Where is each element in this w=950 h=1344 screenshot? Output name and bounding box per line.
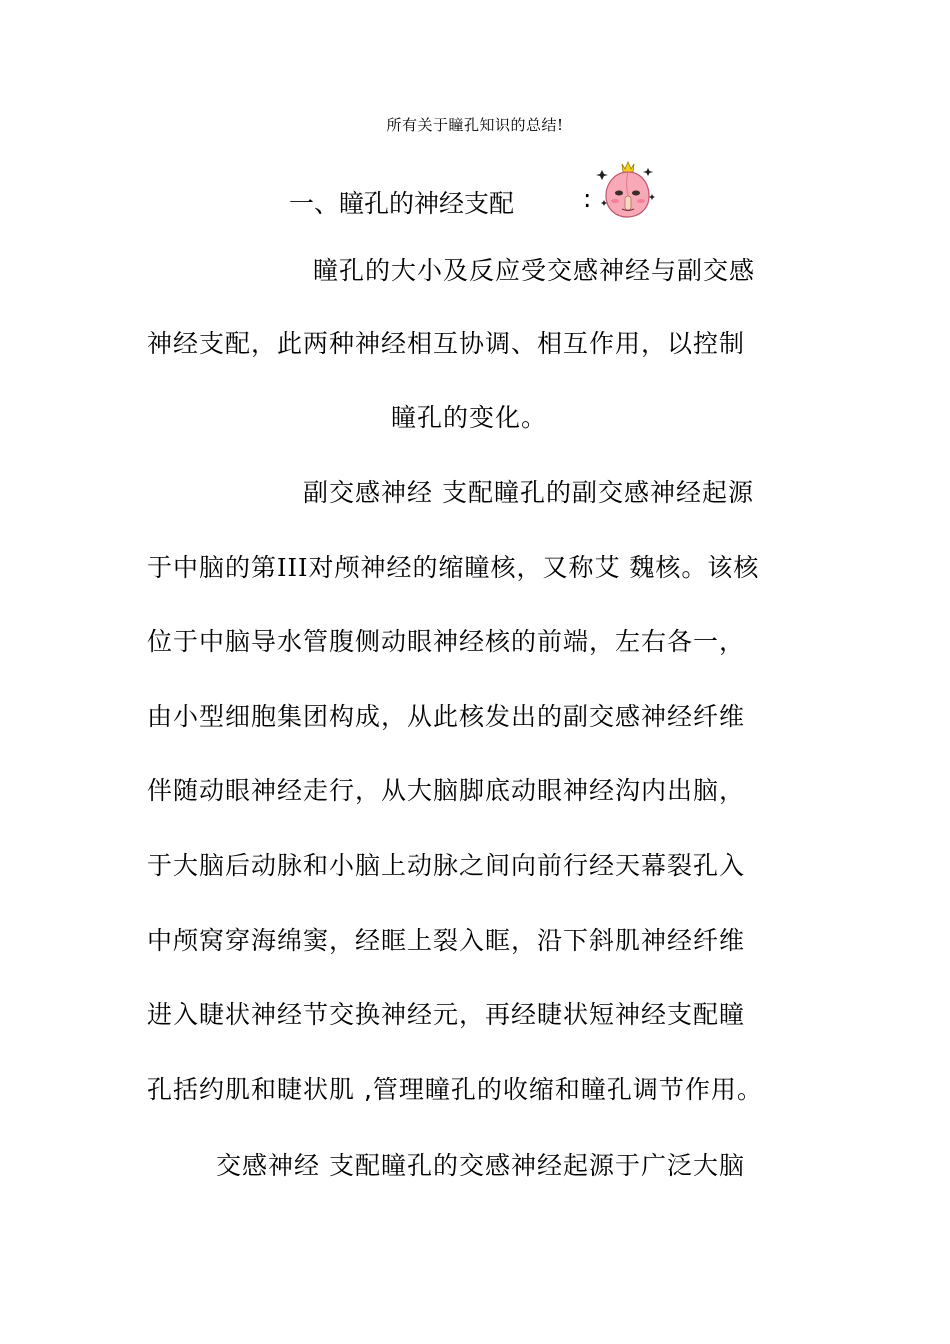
paragraph-2-line-4: 由小型细胞集团构成，从此核发出的副交感神经纤维 [147, 702, 746, 731]
peach-face-crown-icon [596, 160, 658, 220]
roman-numeral: III [277, 554, 309, 582]
section-heading-colon: : [583, 184, 592, 213]
paragraph-2-line-5: 伴随动眼神经走行，从大脑脚底动眼神经沟内出脑， [147, 776, 746, 805]
paragraph-2-line-1: 副交感神经 支配瞳孔的副交感神经起源 [303, 478, 754, 507]
paragraph-1-line-2: 神经支配，此两种神经相互协调、相互作用，以控制 [147, 329, 746, 358]
paragraph-2-line-2 [147, 548, 759, 584]
paragraph-2-line-6: 于大脑后动脉和小脑上动脉之间向前行经天幕裂孔入 [147, 851, 746, 880]
paragraph-2-line-2-part-a: 于中脑的第 [147, 553, 278, 582]
paragraph-2-line-2-part-b: 对颅神经的缩瞳核，又称艾 魏核。该核 [308, 553, 760, 582]
paragraph-3-line-1: 交感神经 支配瞳孔的交感神经起源于广泛大脑 [216, 1151, 745, 1180]
paragraph-1-line-1: 瞳孔的大小及反应受交感神经与副交感 [313, 256, 756, 285]
section-heading [289, 184, 592, 220]
paragraph-2-line-7: 中颅窝穿海绵窦，经眶上裂入眶，沿下斜肌神经纤维 [147, 926, 746, 955]
section-heading-text: 一、瞳孔的神经支配 [289, 189, 515, 218]
paragraph-2-line-9: 孔括约肌和睫状肌 ,管理瞳孔的收缩和瞳孔调节作用。 [147, 1075, 763, 1104]
paragraph-1-line-3: 瞳孔的变化。 [391, 403, 548, 432]
paragraph-2-line-3: 位于中脑导水管腹侧动眼神经核的前端，左右各一， [147, 627, 746, 656]
document-title: 所有关于瞳孔知识的总结! [386, 116, 564, 134]
paragraph-2-line-8: 进入睫状神经节交换神经元，再经睫状短神经支配瞳 [147, 1000, 746, 1029]
